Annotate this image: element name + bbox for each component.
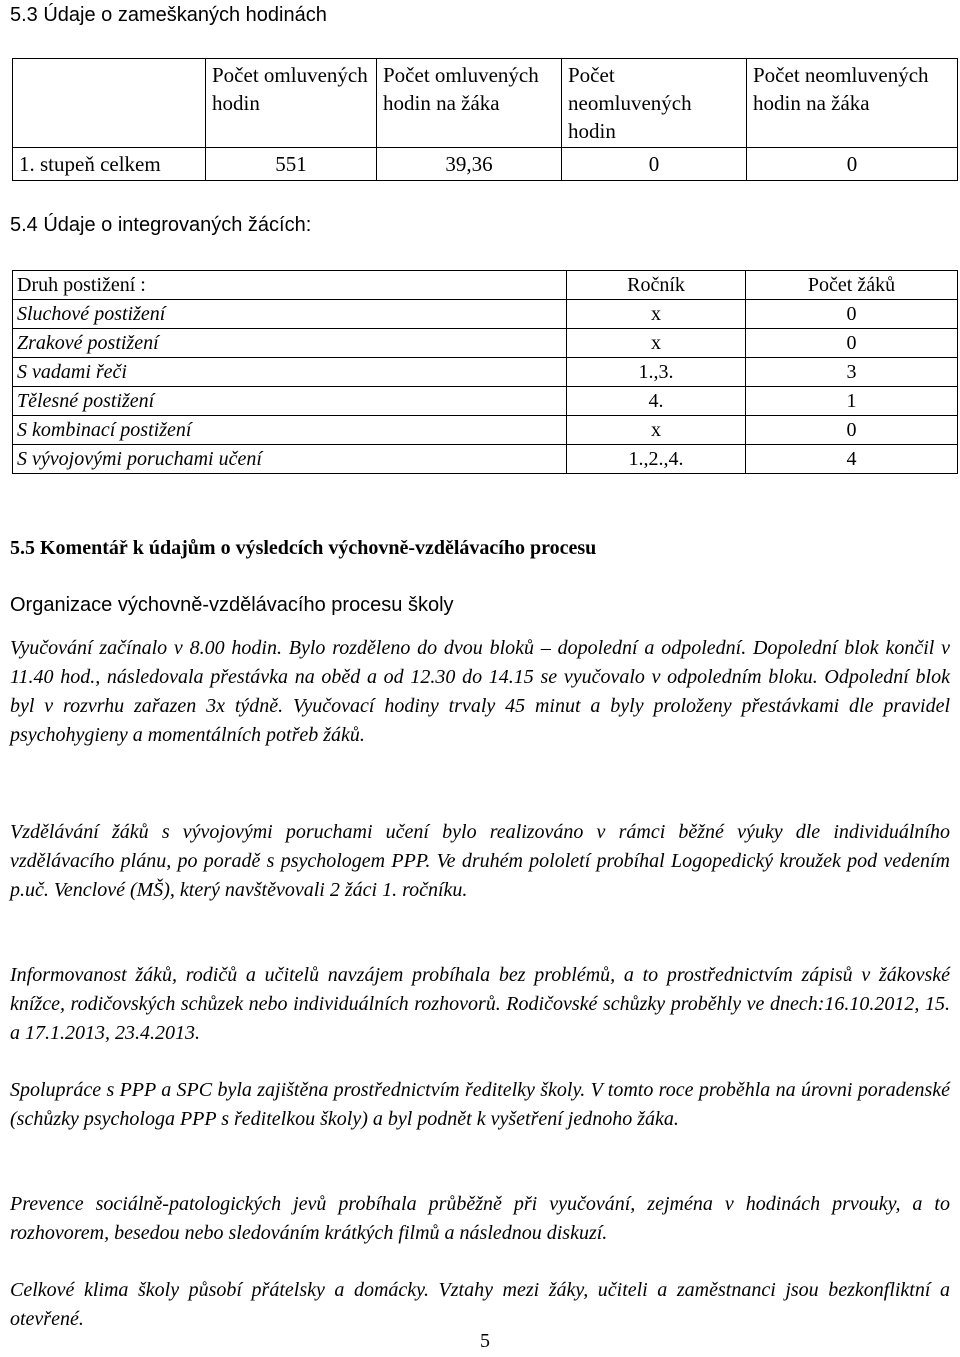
table-row (13, 329, 958, 358)
table-cell: Zrakové postižení (13, 329, 567, 358)
page-number: 5 (480, 1330, 490, 1352)
table-cell: 4 (746, 445, 958, 474)
header-cell: Počet žáků (746, 271, 958, 300)
table-cell: 0 (746, 329, 958, 358)
table-cell: 1.,3. (567, 358, 746, 387)
table-cell: Sluchové postižení (13, 300, 567, 329)
table-cell: 0 (746, 416, 958, 445)
table-row (13, 358, 958, 387)
header-cell: Počet omluvených hodin na žáka (377, 59, 562, 148)
paragraph-communication: Informovanost žáků, rodičů a učitelů navzájem probíhala bez problémů, a to prostřednictvím zápisů v žákovské knížce, rodičovských schůzek nebo individuálních rozhovorů. Rodičovské schůzky proběhly ve dnech:16.10.2012, 15. a 17.1.2013, 23.4.2013. (10, 964, 950, 1044)
table-cell: 551 (206, 148, 377, 181)
integrated-students-table (12, 270, 958, 474)
table-cell: Tělesné postižení (13, 387, 567, 416)
subheading: Organizace výchovně-vzdělávacího procesu školy (10, 594, 454, 616)
table-cell: 0 (562, 148, 747, 181)
table-row (13, 300, 958, 329)
table-cell: 39,36 (377, 148, 562, 181)
table-cell: 4. (567, 387, 746, 416)
table-cell: 1.,2.,4. (567, 445, 746, 474)
paragraph-schedule: Vyučování začínalo v 8.00 hodin. Bylo rozděleno do dvou bloků – dopolední a odpolední. Dopolední blok končil v 11.40 hod., následovala přestávka na oběd a od 12.30 do 14.15 se vyučovalo v odpoledním bloku. Odpolední blok byl v rozvrhu zařazen 3x týdně. Vyučovací hodiny trvaly 45 minut a byly proloženy přestávkami dle pravidel psychohygieny a momentálních potřeb žáků. (10, 637, 950, 746)
absences-table (12, 58, 958, 181)
table-cell: S vadami řeči (13, 358, 567, 387)
section-heading-5-4: 5.4 Údaje o integrovaných žácích: (10, 214, 312, 236)
table-row (13, 445, 958, 474)
table-cell: x (567, 329, 746, 358)
header-cell: Počet neomluvených hodin na žáka (747, 59, 958, 148)
header-cell: Počet neomluvených hodin (562, 59, 747, 148)
section-heading-5-3: 5.3 Údaje o zameškaných hodinách (10, 4, 327, 26)
table-cell: 0 (746, 300, 958, 329)
table-cell: 0 (747, 148, 958, 181)
table-header-row (13, 271, 958, 300)
table-cell: S kombinací postižení (13, 416, 567, 445)
table-cell: x (567, 300, 746, 329)
table-row (13, 416, 958, 445)
paragraph-prevention: Prevence sociálně-patologických jevů probíhala průběžně při vyučování, zejména v hodinách prvouky, a to rozhovorem, besedou nebo sledováním krátkých filmů a následnou diskuzí. (10, 1193, 950, 1244)
table-cell: x (567, 416, 746, 445)
header-cell: Druh postižení : (13, 271, 567, 300)
paragraph-climate: Celkové klima školy působí přátelsky a domácky. Vztahy mezi žáky, učiteli a zaměstnanci jsou bezkonfliktní a otevřené. (10, 1279, 950, 1330)
table-cell: S vývojovými poruchami učení (13, 445, 567, 474)
table-cell: 3 (746, 358, 958, 387)
table-row (13, 148, 958, 181)
empty-header-cell (13, 59, 206, 148)
section-heading-5-5: 5.5 Komentář k údajům o výsledcích výchovně-vzdělávacího procesu (10, 537, 597, 559)
header-cell: Počet omluvených hodin (206, 59, 377, 148)
table-header-row (13, 59, 958, 148)
row-label: 1. stupeň celkem (13, 148, 206, 181)
table-cell: 1 (746, 387, 958, 416)
header-cell: Ročník (567, 271, 746, 300)
paragraph-cooperation: Spolupráce s PPP a SPC byla zajištěna prostřednictvím ředitelky školy. V tomto roce proběhla na úrovni poradenské (schůzky psychologa PPP s ředitelkou školy) a byl podnět k vyšetření jednoho žáka. (10, 1079, 950, 1130)
table-row (13, 387, 958, 416)
paragraph-iep: Vzdělávání žáků s vývojovými poruchami učení bylo realizováno v rámci běžné výuky dle individuálního vzdělávacího plánu, po poradě s psychologem PPP. Ve druhém pololetí probíhal Logopedický kroužek pod vedením p.uč. Venclové (MŠ), který navštěvovali 2 žáci 1. ročníku. (10, 821, 950, 901)
